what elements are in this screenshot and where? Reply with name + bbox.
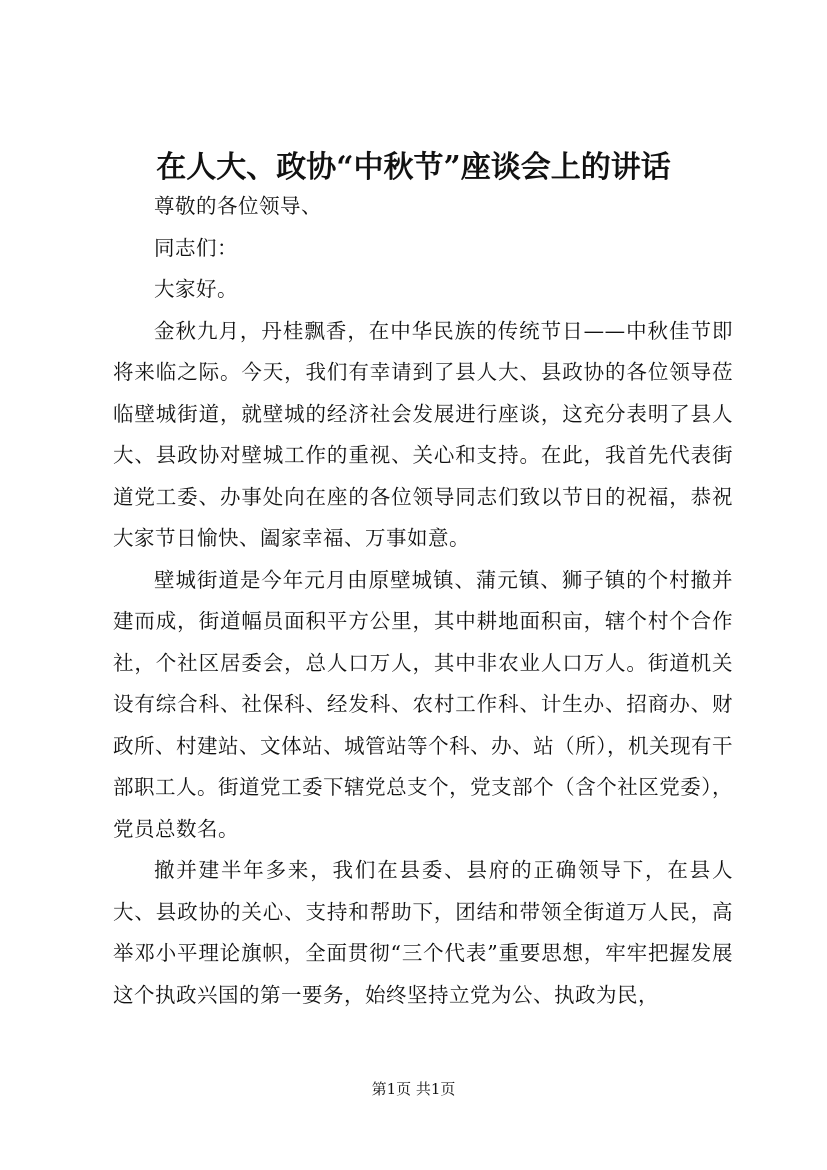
body-paragraph: 金秋九月，丹桂飘香，在中华民族的传统节日——中秋佳节即将来临之际。今天，我们有幸请到了县人大、县政协的各位领导莅临壁城街道，就壁城的经济社会发展进行座谈，这充分表明了县人大、县政协对壁城工作的重视、关心和支持。在此，我首先代表街道党工委、办事处向在座的各位领导同志们致以节日的祝福，恭祝大家节日愉快、阖家幸福、万事如意。 xyxy=(113,318,733,550)
greeting-line-2: 同志们： xyxy=(154,235,238,260)
body-paragraph: 撤并建半年多来，我们在县委、县府的正确领导下，在县人大、县政协的关心、支持和帮助下，团结和带领全街道万人民，高举邓小平理论旗帜，全面贯彻“三个代表”重要思想，牢牢把握发展这个执政兴国的第一要务，始终坚持立党为公、执政为民， xyxy=(113,858,733,1007)
document-title: 在人大、政协“中秋节”座谈会上的讲话 xyxy=(156,150,671,185)
page-footer: 第1页 共1页 xyxy=(371,1080,456,1098)
body-paragraph: 壁城街道是今年元月由原壁城镇、蒲元镇、狮子镇的个村撤并建而成，街道幅员面积平方公里，其中耕地面积亩，辖个村个合作社，个社区居委会，总人口万人，其中非农业人口万人。街道机关设有综合科、社保科、经发科、农村工作科、计生办、招商办、财政所、村建站、文体站、城管站等个科、办、站（所），机关现有干部职工人。街道党工委下辖党总支个，党支部个（含个社区党委），党员总数名。 xyxy=(113,567,733,841)
document-body xyxy=(113,186,733,1016)
greeting-line-1: 尊敬的各位领导、 xyxy=(154,194,322,218)
greeting-line-3: 大家好。 xyxy=(154,277,238,301)
